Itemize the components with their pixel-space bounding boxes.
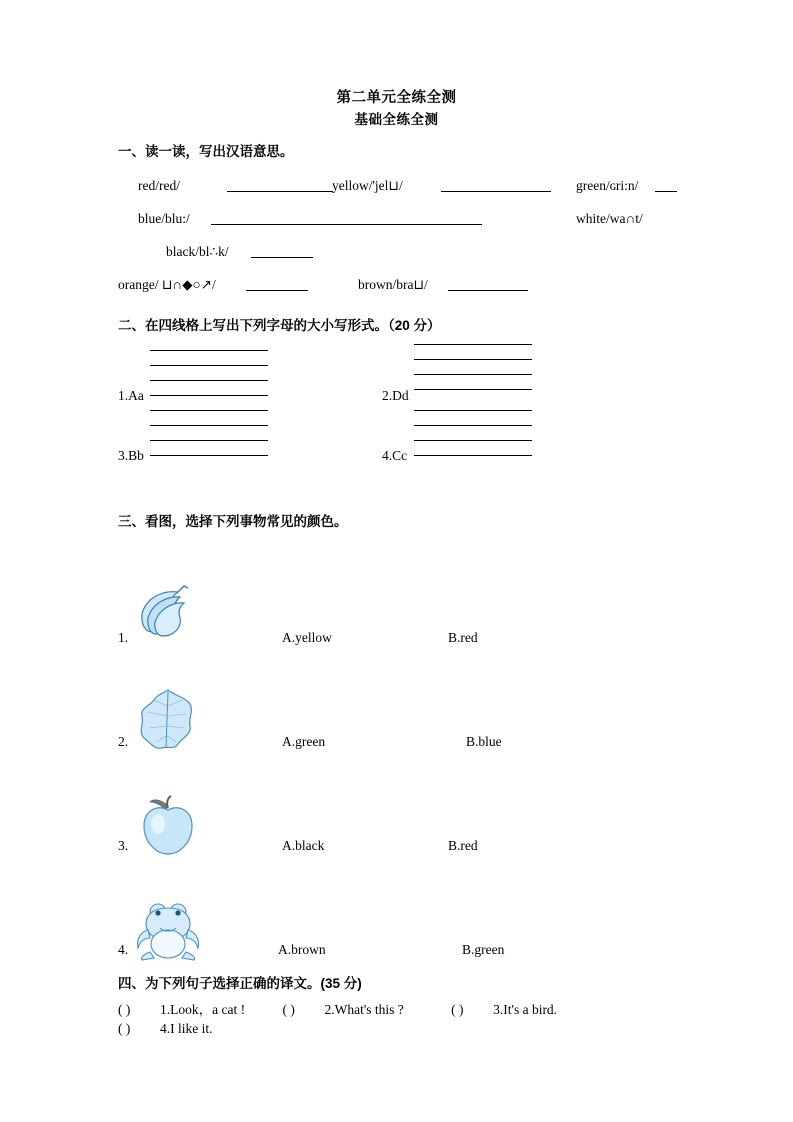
option-a-2[interactable]: A.green [282,734,326,749]
grid-label-2: 2.Dd [382,388,409,403]
item-3-answer-blank[interactable] [655,178,677,192]
picture-question-2 [118,652,675,756]
option-a-4[interactable]: A.brown [278,942,326,957]
four-line-grid-4[interactable] [414,410,532,456]
answer-line [118,1019,675,1038]
option-b-3[interactable]: B.red [448,838,478,853]
answer-paren-2[interactable]: ( ) [282,1002,295,1017]
frog-icon [132,892,204,964]
item-2-answer-blank[interactable] [441,178,551,192]
answer-paren-3[interactable]: ( ) [451,1002,464,1017]
four-line-grid-3[interactable] [150,410,268,456]
apple-icon [132,788,204,860]
item-8-answer-blank[interactable] [448,277,528,291]
question-number-3: 3. [118,838,129,853]
item-1-word: red/red/ [138,178,180,193]
item-7-answer-blank[interactable] [246,277,308,291]
bananas-icon [132,580,204,652]
grid-label-3: 3.Bb [118,448,144,463]
section-3-items [118,548,675,964]
item-1-answer-blank[interactable] [227,178,333,192]
option-a-3[interactable]: A.black [282,838,325,853]
sentence-4: 4.I like it. [160,1021,213,1036]
question-row [118,172,675,205]
option-b-4[interactable]: B.green [462,942,505,957]
question-row [118,238,675,271]
grid-label-4: 4.Cc [382,448,408,463]
sentence-3: 3.It's a bird. [493,1002,558,1017]
question-row [118,271,675,304]
page-title: 第二单元全练全测 [336,90,457,106]
picture-question-4 [118,860,675,964]
question-row [118,205,675,238]
answer-line [118,1000,675,1019]
section-2-heading: 二、在四线格上写出下列字母的大小写形式。（20 分） [118,318,441,333]
item-6-answer-blank[interactable] [251,244,313,258]
leaf-icon [132,684,204,756]
option-a-1[interactable]: A.yellow [282,630,332,645]
question-number-4: 4. [118,942,129,957]
item-2-word: yellow/'jel⊔/ [332,178,403,193]
picture-question-3 [118,756,675,860]
grid-label-1: 1.Aa [118,388,144,403]
item-4-answer-blank[interactable] [211,211,482,225]
item-6-word: black/bl∴k/ [166,244,229,259]
item-7-word: orange/ ⊔∩◆○↗/ [118,277,216,292]
section-4-items [118,1000,675,1038]
sentence-1: 1.Look，a cat ! [160,1002,246,1017]
item-8-word: brown/bra⊔/ [358,277,428,292]
four-line-grid-2[interactable] [414,344,532,390]
answer-paren-1[interactable]: ( ) [118,1002,131,1017]
item-4-word: blue/blu:/ [138,211,190,226]
question-number-2: 2. [118,734,129,749]
question-number-1: 1. [118,630,129,645]
item-3-word: green/ɢri:n/ [576,178,639,193]
option-b-2[interactable]: B.blue [466,734,502,749]
section-4-heading: 四、为下列句子选择正确的译文。(35 分) [118,976,362,991]
section-1-heading: 一、读一读，写出汉语意思。 [118,144,294,159]
page-subtitle: 基础全练全测 [354,112,439,127]
four-line-grid-1[interactable] [150,350,268,396]
section-2-grids [118,344,675,474]
answer-paren-4[interactable]: ( ) [118,1021,131,1036]
document-header [118,0,675,130]
section-3-heading: 三、看图，选择下列事物常见的颜色。 [118,514,348,529]
sentence-2: 2.What's this ? [324,1002,404,1017]
option-b-1[interactable]: B.red [448,630,478,645]
section-1-items [118,172,675,304]
picture-question-1 [118,548,675,652]
item-5-word: white/wa∩t/ [576,211,643,226]
